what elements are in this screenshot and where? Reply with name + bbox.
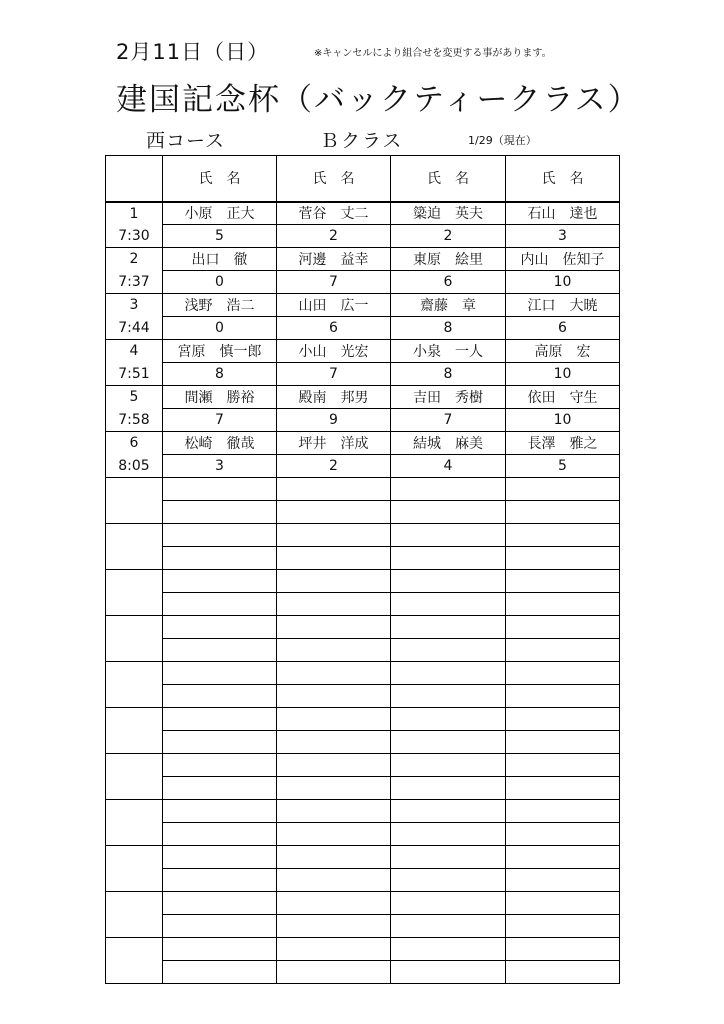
empty-cell [506,570,620,593]
empty-cell [163,754,277,777]
player-score: 0 [163,317,277,340]
empty-row [106,823,620,846]
player-name: 東原 絵里 [391,248,506,271]
empty-cell [163,823,277,846]
empty-cell [163,800,277,823]
group-score-row [106,271,620,294]
empty-group-cell [106,846,163,869]
player-score: 8 [391,317,506,340]
empty-cell [506,616,620,639]
empty-cell [391,731,506,754]
empty-cell [391,938,506,961]
empty-cell [277,915,391,938]
group-number: 1 [106,202,163,225]
empty-row [106,754,620,777]
empty-cell [277,524,391,547]
empty-cell [163,501,277,524]
player-score: 9 [277,409,391,432]
empty-cell [163,616,277,639]
empty-row [106,593,620,616]
empty-cell [506,593,620,616]
empty-row [106,662,620,685]
empty-row [106,892,620,915]
as-of-date: 1/29（現在） [468,134,537,147]
group-name-row [106,248,620,271]
empty-cell [506,685,620,708]
player-score: 10 [506,363,620,386]
player-name: 依田 守生 [506,386,620,409]
empty-group-cell [106,501,163,524]
player-name: 高原 宏 [506,340,620,363]
group-name-row [106,432,620,455]
empty-cell [277,685,391,708]
group-name-row [106,294,620,317]
empty-cell [391,501,506,524]
empty-cell [163,662,277,685]
empty-cell [163,938,277,961]
empty-cell [163,639,277,662]
player-name: 殿南 邦男 [277,386,391,409]
player-score: 7 [277,271,391,294]
empty-cell [391,823,506,846]
player-name: 小原 正大 [163,202,277,225]
empty-cell [277,639,391,662]
player-score: 5 [506,455,620,478]
player-score: 5 [163,225,277,248]
empty-cell [277,731,391,754]
empty-cell [506,823,620,846]
empty-cell [506,961,620,984]
empty-cell [506,915,620,938]
table-header-row [106,156,620,202]
player-name: 河邊 益幸 [277,248,391,271]
empty-row [106,869,620,892]
empty-cell [391,869,506,892]
tee-time: 7:51 [106,363,163,386]
player-score: 4 [391,455,506,478]
group-score-row [106,225,620,248]
empty-group-cell [106,478,163,501]
group-number: 6 [106,432,163,455]
pairing-table [105,155,620,984]
player-name: 間瀬 勝裕 [163,386,277,409]
empty-cell [506,777,620,800]
group-name-row [106,202,620,225]
player-name: 山田 広一 [277,294,391,317]
player-score: 10 [506,409,620,432]
empty-cell [277,892,391,915]
empty-cell [391,685,506,708]
player-score: 8 [163,363,277,386]
empty-cell [391,639,506,662]
empty-cell [277,501,391,524]
name-column-header: 氏 名 [277,156,391,202]
empty-group-cell [106,616,163,639]
empty-row [106,938,620,961]
player-name: 浅野 浩二 [163,294,277,317]
empty-cell [163,570,277,593]
empty-cell [506,846,620,869]
empty-cell [277,478,391,501]
empty-cell [391,777,506,800]
player-score: 6 [391,271,506,294]
empty-cell [277,938,391,961]
empty-cell [163,777,277,800]
empty-cell [506,800,620,823]
empty-row [106,547,620,570]
empty-cell [277,961,391,984]
player-score: 2 [391,225,506,248]
empty-group-cell [106,823,163,846]
empty-cell [163,708,277,731]
empty-cell [506,478,620,501]
empty-cell [391,547,506,570]
empty-row [106,478,620,501]
group-name-row [106,340,620,363]
cancellation-notice: ※キャンセルにより組合せを変更する事があります。 [314,48,552,59]
player-name: 松崎 徹哉 [163,432,277,455]
player-score: 8 [391,363,506,386]
empty-cell [277,800,391,823]
empty-cell [391,846,506,869]
tee-time: 7:30 [106,225,163,248]
empty-cell [277,869,391,892]
player-score: 6 [506,317,620,340]
name-column-header: 氏 名 [506,156,620,202]
group-number: 4 [106,340,163,363]
player-name: 齋藤 章 [391,294,506,317]
empty-cell [163,846,277,869]
empty-cell [277,777,391,800]
empty-cell [391,915,506,938]
empty-row [106,616,620,639]
player-name: 吉田 秀樹 [391,386,506,409]
player-name: 結城 麻美 [391,432,506,455]
empty-cell [163,547,277,570]
empty-group-cell [106,800,163,823]
group-score-row [106,317,620,340]
empty-group-cell [106,777,163,800]
empty-cell [277,846,391,869]
empty-group-cell [106,639,163,662]
group-number: 5 [106,386,163,409]
empty-cell [391,708,506,731]
empty-cell [277,593,391,616]
empty-row [106,570,620,593]
empty-group-cell [106,524,163,547]
empty-row [106,501,620,524]
empty-cell [163,961,277,984]
empty-cell [506,708,620,731]
empty-cell [163,892,277,915]
empty-cell [391,524,506,547]
empty-cell [391,616,506,639]
player-name: 坪井 洋成 [277,432,391,455]
empty-cell [506,938,620,961]
empty-row [106,731,620,754]
player-name: 出口 徹 [163,248,277,271]
player-score: 0 [163,271,277,294]
name-column-header: 氏 名 [391,156,506,202]
player-score: 10 [506,271,620,294]
empty-group-cell [106,570,163,593]
event-title: 建国記念杯（バックティークラス） [116,82,641,118]
empty-group-cell [106,961,163,984]
player-score: 6 [277,317,391,340]
empty-group-cell [106,731,163,754]
empty-cell [163,915,277,938]
player-name: 小泉 一人 [391,340,506,363]
empty-cell [277,754,391,777]
empty-cell [506,892,620,915]
player-score: 7 [163,409,277,432]
empty-cell [391,754,506,777]
empty-group-cell [106,593,163,616]
course-name: 西コース [146,130,226,152]
group-name-row [106,386,620,409]
empty-group-cell [106,685,163,708]
empty-row [106,846,620,869]
empty-group-cell [106,938,163,961]
player-name: 菅谷 丈二 [277,202,391,225]
player-score: 3 [163,455,277,478]
empty-cell [277,547,391,570]
empty-group-cell [106,547,163,570]
group-number: 2 [106,248,163,271]
empty-cell [163,524,277,547]
empty-cell [277,708,391,731]
empty-row [106,524,620,547]
player-name: 内山 佐知子 [506,248,620,271]
empty-cell [163,478,277,501]
empty-cell [506,754,620,777]
tee-time: 7:37 [106,271,163,294]
empty-cell [506,547,620,570]
empty-cell [391,478,506,501]
player-name: 長澤 雅之 [506,432,620,455]
empty-cell [391,662,506,685]
empty-cell [506,731,620,754]
tee-time: 7:58 [106,409,163,432]
empty-row [106,777,620,800]
empty-cell [163,869,277,892]
name-column-header: 氏 名 [163,156,277,202]
empty-cell [391,961,506,984]
empty-group-cell [106,892,163,915]
empty-row [106,685,620,708]
player-name: 小山 光宏 [277,340,391,363]
header-blank-cell [106,156,163,202]
empty-group-cell [106,754,163,777]
player-name: 宮原 慎一郎 [163,340,277,363]
class-name: Ｂクラス [320,130,404,152]
empty-cell [163,685,277,708]
empty-cell [391,892,506,915]
empty-row [106,961,620,984]
empty-cell [277,616,391,639]
group-number: 3 [106,294,163,317]
player-name: 石山 達也 [506,202,620,225]
group-score-row [106,409,620,432]
player-score: 2 [277,455,391,478]
empty-group-cell [106,662,163,685]
event-date: 2月11日（日） [116,40,270,64]
player-score: 2 [277,225,391,248]
empty-group-cell [106,708,163,731]
empty-cell [506,501,620,524]
player-score: 7 [391,409,506,432]
tee-time: 8:05 [106,455,163,478]
player-name: 簗迫 英夫 [391,202,506,225]
empty-cell [391,570,506,593]
empty-row [106,708,620,731]
empty-group-cell [106,915,163,938]
group-score-row [106,363,620,386]
empty-cell [391,800,506,823]
player-score: 7 [277,363,391,386]
empty-cell [163,593,277,616]
empty-cell [506,869,620,892]
empty-cell [506,662,620,685]
tee-time: 7:44 [106,317,163,340]
player-score: 3 [506,225,620,248]
empty-cell [506,639,620,662]
player-name: 江口 大暁 [506,294,620,317]
empty-row [106,639,620,662]
empty-cell [163,731,277,754]
group-score-row [106,455,620,478]
empty-cell [277,570,391,593]
empty-cell [277,823,391,846]
empty-group-cell [106,869,163,892]
empty-cell [277,662,391,685]
empty-cell [506,524,620,547]
empty-cell [391,593,506,616]
empty-row [106,915,620,938]
empty-row [106,800,620,823]
